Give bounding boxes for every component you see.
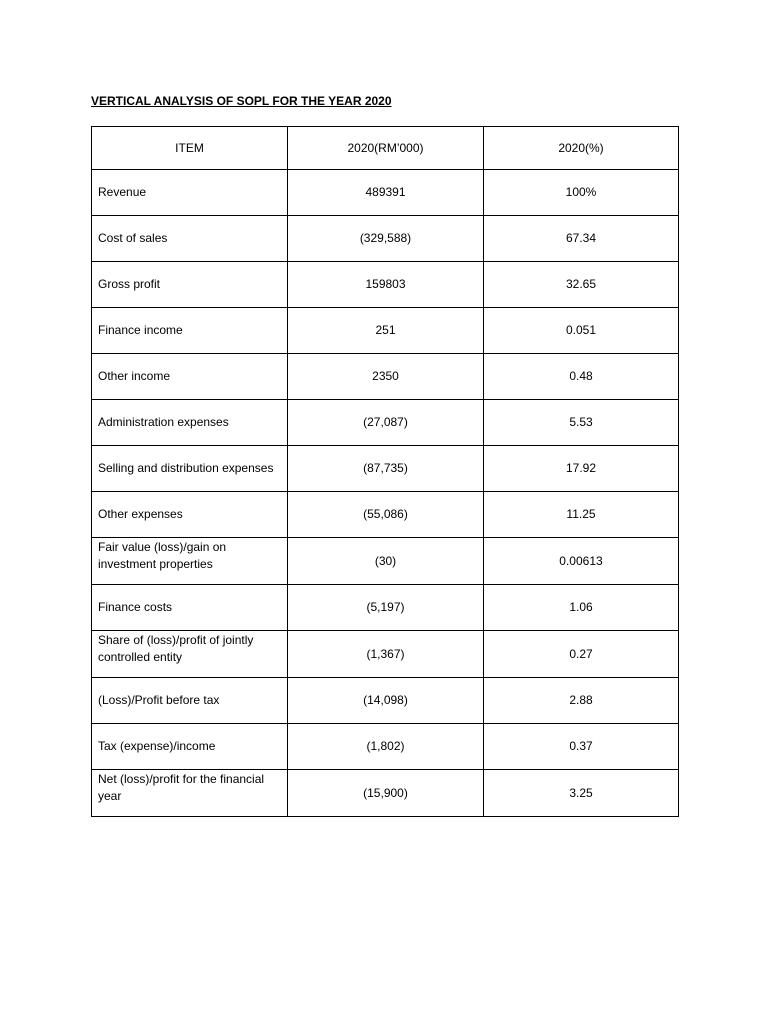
table-row [92,216,679,262]
table-row [92,400,679,446]
table-row [92,262,679,308]
table-row [92,354,679,400]
column-header-item: ITEM [92,127,288,170]
row-percent: 5.53 [484,400,679,446]
row-item-label: Fair value (loss)/gain on investment properties [92,538,288,585]
column-header-amount: 2020(RM’000) [288,127,484,170]
row-percent: 0.051 [484,308,679,354]
row-amount: 489391 [288,170,484,216]
table-row [92,538,679,585]
row-percent: 17.92 [484,446,679,492]
row-item-label: (Loss)/Profit before tax [92,678,288,724]
row-item-label: Cost of sales [92,216,288,262]
row-item-label: Share of (loss)/profit of jointly controlled entity [92,631,288,678]
row-item-label: Other income [92,354,288,400]
column-header-percent: 2020(%) [484,127,679,170]
row-amount: (55,086) [288,492,484,538]
row-percent: 1.06 [484,585,679,631]
row-percent: 2.88 [484,678,679,724]
table-row [92,770,679,817]
table-row [92,492,679,538]
row-amount: (5,197) [288,585,484,631]
page-title: VERTICAL ANALYSIS OF SOPL FOR THE YEAR 2020 [91,94,392,108]
row-amount: (329,588) [288,216,484,262]
row-percent: 3.25 [484,770,679,817]
row-amount: (1,367) [288,631,484,678]
row-amount: (15,900) [288,770,484,817]
row-item-label: Administration expenses [92,400,288,446]
row-item-label: Finance costs [92,585,288,631]
table-row [92,631,679,678]
table-header-row [92,127,679,170]
row-amount: 2350 [288,354,484,400]
row-item-label: Gross profit [92,262,288,308]
row-amount: (14,098) [288,678,484,724]
row-item-label: Tax (expense)/income [92,724,288,770]
row-amount: (1,802) [288,724,484,770]
row-percent: 32.65 [484,262,679,308]
row-percent: 0.37 [484,724,679,770]
table-row [92,678,679,724]
row-percent: 11.25 [484,492,679,538]
row-item-label: Finance income [92,308,288,354]
row-percent: 100% [484,170,679,216]
row-amount: (27,087) [288,400,484,446]
row-percent: 0.48 [484,354,679,400]
row-item-label: Net (loss)/profit for the financial year [92,770,288,817]
row-item-label: Revenue [92,170,288,216]
row-percent: 0.00613 [484,538,679,585]
table-row [92,446,679,492]
table-row [92,170,679,216]
row-amount: 251 [288,308,484,354]
sopl-table [91,126,679,817]
row-percent: 67.34 [484,216,679,262]
table-row [92,308,679,354]
table-row [92,724,679,770]
table-row [92,585,679,631]
row-amount: 159803 [288,262,484,308]
row-percent: 0.27 [484,631,679,678]
row-item-label: Selling and distribution expenses [92,446,288,492]
row-item-label: Other expenses [92,492,288,538]
row-amount: (30) [288,538,484,585]
row-amount: (87,735) [288,446,484,492]
